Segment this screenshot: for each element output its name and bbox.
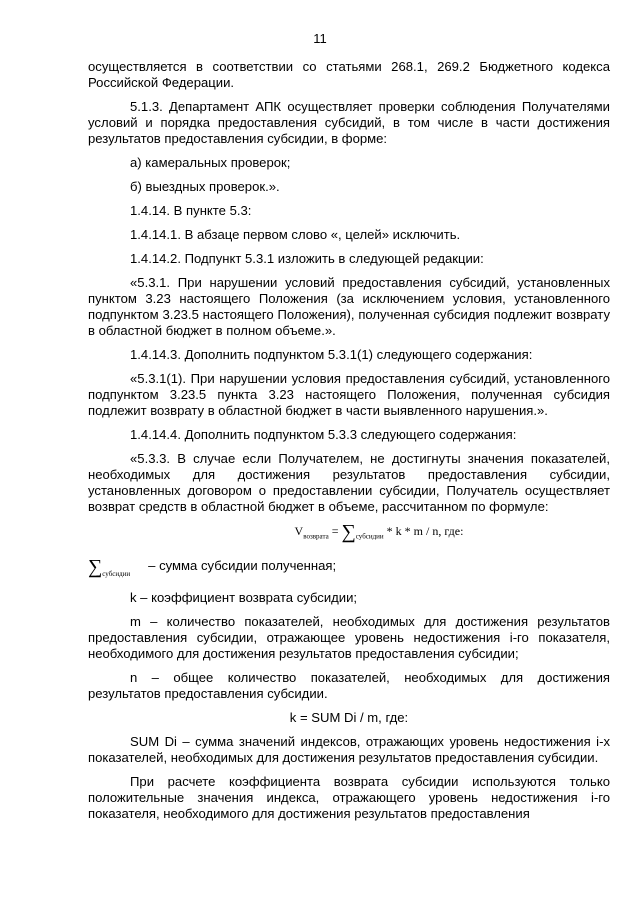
sigma-definition bbox=[88, 558, 610, 582]
paragraph-calculation-note: При расчете коэффициента возврата субсидии используются только положительные значения индекса, отражающего уровень недостижения i-го показателя, необходимого для достижения результатов предоставления bbox=[88, 774, 610, 822]
refund-formula bbox=[148, 523, 610, 544]
document-body bbox=[88, 59, 610, 830]
paragraph-item-b: б) выездных проверок.». bbox=[130, 179, 280, 194]
paragraph-1-4-14-2: 1.4.14.2. Подпункт 5.3.1 изложить в следующей редакции: bbox=[130, 251, 484, 266]
sigma-definition-text: – сумма субсидии полученная; bbox=[148, 558, 337, 574]
paragraph-5-3-3: «5.3.3. В случае если Получателем, не достигнуты значения показателей, необходимых для достижения результатов предоставления субсидии, установленных договором о предоставлении субсидии, Получатель осуществляет возврат средств в областной бюджет в объеме, рассчитанном по формуле: bbox=[88, 451, 610, 514]
paragraph-5-3-1-1: «5.3.1(1). При нарушении условия предоставления субсидий, установленного подпунктом 3.23.5 пункта 3.23 настоящего Положения, полученная субсидия подлежит возврату в областной бюджет в части выявленного нарушения.». bbox=[88, 371, 610, 418]
paragraph-sum-di-def: SUM Di – сумма значений индексов, отражающих уровень недостижения i-х показателей, необходимых для достижения результатов предоставления субсидии. bbox=[88, 734, 610, 766]
paragraph-1: осуществляется в соответствии со статьями 268.1, 269.2 Бюджетного кодекса Российской Федерации. bbox=[88, 59, 610, 90]
sigma-symbol: ∑ bbox=[88, 556, 103, 579]
formula-v: V bbox=[294, 524, 304, 538]
formula-rest: * k * m / n, где: bbox=[383, 524, 464, 538]
paragraph-1-4-14-4: 1.4.14.4. Дополнить подпунктом 5.3.3 следующего содержания: bbox=[130, 427, 517, 442]
formula-sigma: ∑ bbox=[341, 521, 356, 543]
paragraph-5-3-1: «5.3.1. При нарушении условий предоставления субсидий, установленных пунктом 3.23 настоящего Положения (за исключением условия, установленного подпунктом 3.23.5 настоящего Положения), полученная субсидия подлежит возврату в областной бюджет в полном объеме.». bbox=[88, 275, 610, 338]
page-number: 11 bbox=[313, 31, 327, 46]
formula-eq: = bbox=[328, 524, 342, 538]
paragraph-5-1-3: 5.1.3. Департамент АПК осуществляет проверки соблюдения Получателями условий и порядка предоставления субсидий, в том числе в части достижения результатов предоставления субсидии, в форме: bbox=[88, 99, 610, 146]
paragraph-m-def: m – количество показателей, необходимых для достижения результатов предоставления субсидии, отражающее уровень недостижения i-го показателя, необходимого для достижения результатов предоставления субсидии; bbox=[88, 614, 610, 662]
paragraph-1-4-14-1: 1.4.14.1. В абзаце первом слово «, целей» исключить. bbox=[130, 227, 461, 242]
sigma-subscript: субсидии bbox=[102, 570, 131, 579]
paragraph-1-4-14-3: 1.4.14.3. Дополнить подпунктом 5.3.1(1) следующего содержания: bbox=[130, 347, 533, 362]
paragraph-k-formula: k = SUM Di / m, где: bbox=[289, 710, 409, 726]
paragraph-k-def: k – коэффициент возврата субсидии; bbox=[130, 590, 358, 606]
paragraph-item-a: а) камеральных проверок; bbox=[130, 155, 291, 170]
formula-sigma-sub: субсидии bbox=[355, 532, 384, 541]
formula-v-sub: возврата bbox=[303, 532, 329, 541]
paragraph-n-def: n – общее количество показателей, необходимых для достижения результатов предоставления субсидии. bbox=[88, 670, 610, 702]
paragraph-1-4-14: 1.4.14. В пункте 5.3: bbox=[130, 203, 252, 218]
